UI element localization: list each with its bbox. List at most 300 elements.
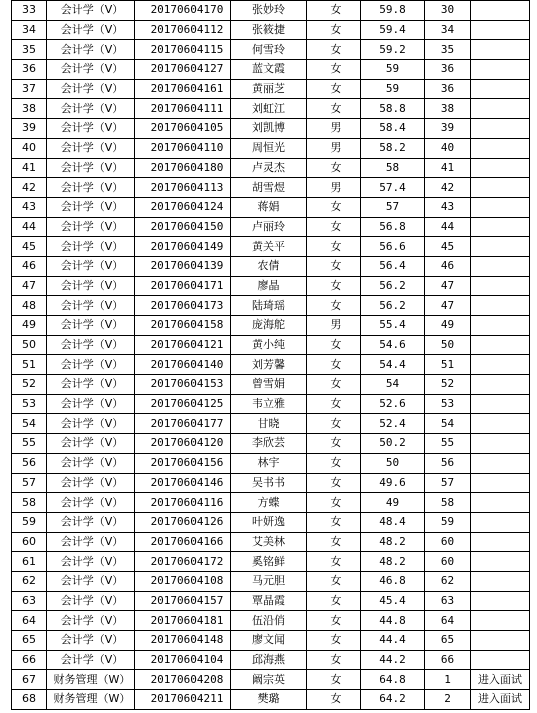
row-number-cell: 41 xyxy=(12,158,47,178)
gender-cell: 女 xyxy=(307,375,361,395)
score-cell: 58.2 xyxy=(361,138,425,158)
gender-cell: 女 xyxy=(307,434,361,454)
major-cell: 会计学（V） xyxy=(47,355,135,375)
table-row xyxy=(12,650,530,670)
rank-cell: 63 xyxy=(425,591,471,611)
table-row xyxy=(12,375,530,395)
rank-cell: 60 xyxy=(425,552,471,572)
row-number-cell: 58 xyxy=(12,493,47,513)
gender-cell: 女 xyxy=(307,355,361,375)
name-cell: 黄小纯 xyxy=(231,335,307,355)
rank-cell: 36 xyxy=(425,60,471,80)
table-row xyxy=(12,79,530,99)
row-number-cell: 65 xyxy=(12,631,47,651)
table-row xyxy=(12,197,530,217)
gender-cell: 女 xyxy=(307,611,361,631)
rank-cell: 30 xyxy=(425,1,471,21)
score-cell: 56.8 xyxy=(361,217,425,237)
rank-cell: 55 xyxy=(425,434,471,454)
row-number-cell: 61 xyxy=(12,552,47,572)
row-number-cell: 67 xyxy=(12,670,47,690)
row-number-cell: 49 xyxy=(12,316,47,336)
remark-cell xyxy=(471,138,530,158)
score-cell: 64.2 xyxy=(361,690,425,710)
table-row xyxy=(12,178,530,198)
gender-cell: 女 xyxy=(307,1,361,21)
gender-cell: 女 xyxy=(307,493,361,513)
remark-cell xyxy=(471,493,530,513)
gender-cell: 女 xyxy=(307,532,361,552)
score-cell: 58 xyxy=(361,158,425,178)
rank-cell: 57 xyxy=(425,473,471,493)
exam-id-cell: 20170604181 xyxy=(135,611,231,631)
major-cell: 会计学（V） xyxy=(47,197,135,217)
name-cell: 刘凯博 xyxy=(231,119,307,139)
gender-cell: 女 xyxy=(307,414,361,434)
rank-cell: 51 xyxy=(425,355,471,375)
major-cell: 会计学（V） xyxy=(47,591,135,611)
table-row xyxy=(12,611,530,631)
rank-cell: 45 xyxy=(425,237,471,257)
exam-id-cell: 20170604125 xyxy=(135,394,231,414)
name-cell: 庞海舵 xyxy=(231,316,307,336)
gender-cell: 女 xyxy=(307,394,361,414)
score-cell: 58.8 xyxy=(361,99,425,119)
exam-id-cell: 20170604108 xyxy=(135,571,231,591)
major-cell: 会计学（V） xyxy=(47,631,135,651)
name-cell: 廖晶 xyxy=(231,276,307,296)
name-cell: 叶妍逸 xyxy=(231,512,307,532)
row-number-cell: 45 xyxy=(12,237,47,257)
exam-id-cell: 20170604150 xyxy=(135,217,231,237)
table-row xyxy=(12,473,530,493)
exam-id-cell: 20170604115 xyxy=(135,40,231,60)
score-cell: 59.2 xyxy=(361,40,425,60)
row-number-cell: 50 xyxy=(12,335,47,355)
row-number-cell: 34 xyxy=(12,20,47,40)
name-cell: 甘晓 xyxy=(231,414,307,434)
table-row xyxy=(12,552,530,572)
row-number-cell: 35 xyxy=(12,40,47,60)
exam-id-cell: 20170604172 xyxy=(135,552,231,572)
remark-cell xyxy=(471,217,530,237)
gender-cell: 女 xyxy=(307,217,361,237)
row-number-cell: 52 xyxy=(12,375,47,395)
table-row xyxy=(12,532,530,552)
rank-cell: 43 xyxy=(425,197,471,217)
exam-id-cell: 20170604148 xyxy=(135,631,231,651)
table-row xyxy=(12,414,530,434)
table-row xyxy=(12,158,530,178)
remark-cell xyxy=(471,237,530,257)
remark-cell xyxy=(471,591,530,611)
score-cell: 57.4 xyxy=(361,178,425,198)
rank-cell: 35 xyxy=(425,40,471,60)
score-cell: 59 xyxy=(361,79,425,99)
score-cell: 55.4 xyxy=(361,316,425,336)
rank-cell: 41 xyxy=(425,158,471,178)
rank-cell: 38 xyxy=(425,99,471,119)
gender-cell: 女 xyxy=(307,690,361,710)
row-number-cell: 57 xyxy=(12,473,47,493)
major-cell: 会计学（V） xyxy=(47,158,135,178)
score-cell: 54 xyxy=(361,375,425,395)
gender-cell: 女 xyxy=(307,256,361,276)
exam-id-cell: 20170604146 xyxy=(135,473,231,493)
major-cell: 会计学（V） xyxy=(47,237,135,257)
major-cell: 会计学（V） xyxy=(47,512,135,532)
exam-id-cell: 20170604111 xyxy=(135,99,231,119)
exam-id-cell: 20170604110 xyxy=(135,138,231,158)
table-row xyxy=(12,99,530,119)
table-row xyxy=(12,453,530,473)
exam-id-cell: 20170604171 xyxy=(135,276,231,296)
score-cell: 52.6 xyxy=(361,394,425,414)
remark-cell xyxy=(471,178,530,198)
exam-id-cell: 20170604180 xyxy=(135,158,231,178)
gender-cell: 男 xyxy=(307,119,361,139)
rank-cell: 34 xyxy=(425,20,471,40)
name-cell: 曾雪娟 xyxy=(231,375,307,395)
rank-cell: 36 xyxy=(425,79,471,99)
rank-cell: 50 xyxy=(425,335,471,355)
name-cell: 卢丽玲 xyxy=(231,217,307,237)
row-number-cell: 55 xyxy=(12,434,47,454)
row-number-cell: 48 xyxy=(12,296,47,316)
gender-cell: 女 xyxy=(307,650,361,670)
major-cell: 会计学（V） xyxy=(47,611,135,631)
remark-cell xyxy=(471,40,530,60)
table-row xyxy=(12,631,530,651)
gender-cell: 女 xyxy=(307,197,361,217)
rank-cell: 42 xyxy=(425,178,471,198)
gender-cell: 女 xyxy=(307,631,361,651)
row-number-cell: 46 xyxy=(12,256,47,276)
table-row xyxy=(12,670,530,690)
major-cell: 会计学（V） xyxy=(47,335,135,355)
name-cell: 伍沿俏 xyxy=(231,611,307,631)
name-cell: 韦立雅 xyxy=(231,394,307,414)
exam-id-cell: 20170604156 xyxy=(135,453,231,473)
major-cell: 会计学（V） xyxy=(47,394,135,414)
gender-cell: 女 xyxy=(307,335,361,355)
major-cell: 会计学（V） xyxy=(47,20,135,40)
rank-cell: 58 xyxy=(425,493,471,513)
exam-id-cell: 20170604170 xyxy=(135,1,231,21)
remark-cell xyxy=(471,256,530,276)
score-cell: 45.4 xyxy=(361,591,425,611)
rank-cell: 66 xyxy=(425,650,471,670)
score-cell: 49.6 xyxy=(361,473,425,493)
gender-cell: 女 xyxy=(307,552,361,572)
name-cell: 黄关平 xyxy=(231,237,307,257)
major-cell: 会计学（V） xyxy=(47,453,135,473)
remark-cell xyxy=(471,375,530,395)
rank-cell: 60 xyxy=(425,532,471,552)
remark-cell xyxy=(471,197,530,217)
major-cell: 会计学（V） xyxy=(47,99,135,119)
exam-id-cell: 20170604124 xyxy=(135,197,231,217)
major-cell: 会计学（V） xyxy=(47,138,135,158)
gender-cell: 女 xyxy=(307,670,361,690)
exam-id-cell: 20170604211 xyxy=(135,690,231,710)
score-cell: 44.8 xyxy=(361,611,425,631)
gender-cell: 女 xyxy=(307,99,361,119)
rank-cell: 65 xyxy=(425,631,471,651)
row-number-cell: 39 xyxy=(12,119,47,139)
score-cell: 52.4 xyxy=(361,414,425,434)
remark-cell xyxy=(471,276,530,296)
exam-id-cell: 20170604158 xyxy=(135,316,231,336)
gender-cell: 女 xyxy=(307,276,361,296)
row-number-cell: 60 xyxy=(12,532,47,552)
score-cell: 46.8 xyxy=(361,571,425,591)
row-number-cell: 56 xyxy=(12,453,47,473)
exam-id-cell: 20170604104 xyxy=(135,650,231,670)
exam-id-cell: 20170604121 xyxy=(135,335,231,355)
row-number-cell: 44 xyxy=(12,217,47,237)
score-cell: 48.4 xyxy=(361,512,425,532)
rank-cell: 64 xyxy=(425,611,471,631)
exam-id-cell: 20170604157 xyxy=(135,591,231,611)
exam-id-cell: 20170604161 xyxy=(135,79,231,99)
row-number-cell: 38 xyxy=(12,99,47,119)
name-cell: 覃晶霞 xyxy=(231,591,307,611)
remark-cell xyxy=(471,158,530,178)
major-cell: 会计学（V） xyxy=(47,532,135,552)
major-cell: 会计学（V） xyxy=(47,473,135,493)
table-row xyxy=(12,591,530,611)
major-cell: 会计学（V） xyxy=(47,493,135,513)
remark-cell xyxy=(471,631,530,651)
table-row xyxy=(12,355,530,375)
gender-cell: 女 xyxy=(307,237,361,257)
name-cell: 周恒光 xyxy=(231,138,307,158)
row-number-cell: 64 xyxy=(12,611,47,631)
name-cell: 黄丽芝 xyxy=(231,79,307,99)
table-row xyxy=(12,316,530,336)
row-number-cell: 68 xyxy=(12,690,47,710)
table-row xyxy=(12,335,530,355)
name-cell: 李欣芸 xyxy=(231,434,307,454)
rank-cell: 39 xyxy=(425,119,471,139)
table-row xyxy=(12,20,530,40)
name-cell: 马元胆 xyxy=(231,571,307,591)
exam-id-cell: 20170604149 xyxy=(135,237,231,257)
major-cell: 会计学（V） xyxy=(47,40,135,60)
table-row xyxy=(12,690,530,710)
table-row xyxy=(12,434,530,454)
score-cell: 50 xyxy=(361,453,425,473)
major-cell: 会计学（V） xyxy=(47,552,135,572)
score-cell: 59 xyxy=(361,60,425,80)
gender-cell: 女 xyxy=(307,79,361,99)
major-cell: 会计学（V） xyxy=(47,296,135,316)
gender-cell: 男 xyxy=(307,316,361,336)
rank-cell: 56 xyxy=(425,453,471,473)
row-number-cell: 54 xyxy=(12,414,47,434)
exam-id-cell: 20170604177 xyxy=(135,414,231,434)
gender-cell: 女 xyxy=(307,571,361,591)
score-cell: 48.2 xyxy=(361,532,425,552)
row-number-cell: 51 xyxy=(12,355,47,375)
name-cell: 陆琦瑶 xyxy=(231,296,307,316)
name-cell: 阚宗英 xyxy=(231,670,307,690)
remark-cell xyxy=(471,296,530,316)
remark-cell xyxy=(471,79,530,99)
exam-id-cell: 20170604112 xyxy=(135,20,231,40)
score-cell: 49 xyxy=(361,493,425,513)
name-cell: 农倩 xyxy=(231,256,307,276)
remark-cell xyxy=(471,414,530,434)
exam-id-cell: 20170604120 xyxy=(135,434,231,454)
rank-cell: 1 xyxy=(425,670,471,690)
table-row xyxy=(12,217,530,237)
gender-cell: 女 xyxy=(307,453,361,473)
name-cell: 廖文闻 xyxy=(231,631,307,651)
table-row xyxy=(12,119,530,139)
score-cell: 50.2 xyxy=(361,434,425,454)
major-cell: 会计学（V） xyxy=(47,650,135,670)
table-row xyxy=(12,138,530,158)
score-cell: 56.2 xyxy=(361,296,425,316)
major-cell: 会计学（V） xyxy=(47,414,135,434)
table-row xyxy=(12,40,530,60)
row-number-cell: 66 xyxy=(12,650,47,670)
table-row xyxy=(12,276,530,296)
gender-cell: 女 xyxy=(307,591,361,611)
remark-cell xyxy=(471,1,530,21)
remark-cell xyxy=(471,453,530,473)
score-cell: 48.2 xyxy=(361,552,425,572)
remark-cell xyxy=(471,552,530,572)
major-cell: 会计学（V） xyxy=(47,178,135,198)
table-row xyxy=(12,512,530,532)
gender-cell: 女 xyxy=(307,473,361,493)
remark-cell xyxy=(471,611,530,631)
row-number-cell: 43 xyxy=(12,197,47,217)
major-cell: 会计学（V） xyxy=(47,119,135,139)
row-number-cell: 59 xyxy=(12,512,47,532)
table-row xyxy=(12,394,530,414)
gender-cell: 女 xyxy=(307,60,361,80)
row-number-cell: 40 xyxy=(12,138,47,158)
remark-cell xyxy=(471,650,530,670)
name-cell: 吴书书 xyxy=(231,473,307,493)
major-cell: 会计学（V） xyxy=(47,316,135,336)
exam-id-cell: 20170604139 xyxy=(135,256,231,276)
gender-cell: 女 xyxy=(307,158,361,178)
rank-cell: 47 xyxy=(425,296,471,316)
gender-cell: 女 xyxy=(307,296,361,316)
table-row xyxy=(12,256,530,276)
remark-cell xyxy=(471,60,530,80)
major-cell: 会计学（V） xyxy=(47,276,135,296)
remark-cell xyxy=(471,473,530,493)
name-cell: 何雪玲 xyxy=(231,40,307,60)
remark-cell xyxy=(471,99,530,119)
name-cell: 奚铭鲜 xyxy=(231,552,307,572)
score-cell: 59.4 xyxy=(361,20,425,40)
gender-cell: 女 xyxy=(307,20,361,40)
name-cell: 林宇 xyxy=(231,453,307,473)
table-row xyxy=(12,571,530,591)
score-cell: 56.6 xyxy=(361,237,425,257)
name-cell: 蒋娟 xyxy=(231,197,307,217)
rank-cell: 62 xyxy=(425,571,471,591)
exam-id-cell: 20170604166 xyxy=(135,532,231,552)
remark-cell xyxy=(471,571,530,591)
name-cell: 张妙玲 xyxy=(231,1,307,21)
name-cell: 卢灵杰 xyxy=(231,158,307,178)
row-number-cell: 36 xyxy=(12,60,47,80)
name-cell: 艾美林 xyxy=(231,532,307,552)
name-cell: 蓝文霞 xyxy=(231,60,307,80)
rank-cell: 40 xyxy=(425,138,471,158)
gender-cell: 男 xyxy=(307,138,361,158)
name-cell: 刘芳馨 xyxy=(231,355,307,375)
name-cell: 方蝶 xyxy=(231,493,307,513)
major-cell: 会计学（V） xyxy=(47,434,135,454)
exam-id-cell: 20170604153 xyxy=(135,375,231,395)
remark-cell xyxy=(471,316,530,336)
table-row xyxy=(12,237,530,257)
score-table xyxy=(11,0,530,710)
major-cell: 会计学（V） xyxy=(47,1,135,21)
remark-cell xyxy=(471,394,530,414)
exam-id-cell: 20170604105 xyxy=(135,119,231,139)
score-cell: 58.4 xyxy=(361,119,425,139)
gender-cell: 女 xyxy=(307,512,361,532)
major-cell: 会计学（V） xyxy=(47,60,135,80)
exam-id-cell: 20170604140 xyxy=(135,355,231,375)
rank-cell: 47 xyxy=(425,276,471,296)
exam-id-cell: 20170604113 xyxy=(135,178,231,198)
name-cell: 樊璐 xyxy=(231,690,307,710)
remark-cell xyxy=(471,434,530,454)
table-row xyxy=(12,296,530,316)
score-cell: 57 xyxy=(361,197,425,217)
exam-id-cell: 20170604127 xyxy=(135,60,231,80)
row-number-cell: 37 xyxy=(12,79,47,99)
name-cell: 刘虹江 xyxy=(231,99,307,119)
score-cell: 56.4 xyxy=(361,256,425,276)
row-number-cell: 62 xyxy=(12,571,47,591)
score-cell: 54.4 xyxy=(361,355,425,375)
rank-cell: 46 xyxy=(425,256,471,276)
name-cell: 邱海燕 xyxy=(231,650,307,670)
table-row xyxy=(12,493,530,513)
score-cell: 59.8 xyxy=(361,1,425,21)
remark-cell: 进入面试 xyxy=(471,670,530,690)
rank-cell: 52 xyxy=(425,375,471,395)
table-row xyxy=(12,60,530,80)
score-cell: 44.4 xyxy=(361,631,425,651)
remark-cell xyxy=(471,355,530,375)
row-number-cell: 47 xyxy=(12,276,47,296)
table-row xyxy=(12,1,530,21)
major-cell: 会计学（V） xyxy=(47,571,135,591)
major-cell: 会计学（V） xyxy=(47,217,135,237)
score-cell: 64.8 xyxy=(361,670,425,690)
remark-cell: 进入面试 xyxy=(471,690,530,710)
row-number-cell: 53 xyxy=(12,394,47,414)
score-cell: 56.2 xyxy=(361,276,425,296)
score-cell: 54.6 xyxy=(361,335,425,355)
remark-cell xyxy=(471,532,530,552)
major-cell: 会计学（V） xyxy=(47,375,135,395)
remark-cell xyxy=(471,335,530,355)
